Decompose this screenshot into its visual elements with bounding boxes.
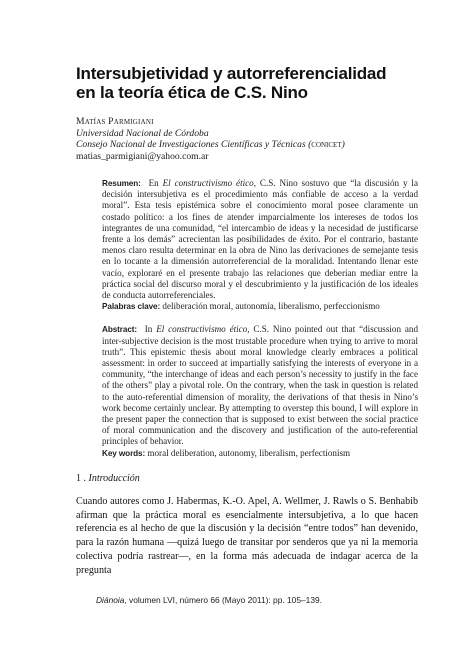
author-block [76,116,418,162]
affiliation-2-prefix: Consejo Nacional de Investigaciones Científicas y Técnicas ( [76,139,312,150]
abstract-intro: In [144,324,157,335]
footer-journal: Diánoia [96,595,125,605]
section-title: Introducción [88,472,140,484]
article-title [76,64,418,102]
page-footer [96,595,322,605]
resumen-intro: En [148,178,163,188]
resumen-keywords [102,301,418,312]
title-line-1: Intersubjetividad y autorreferencialidad [76,64,387,83]
palabras-clave-text: deliberación moral, autonomía, liberalismo, perfeccionismo [162,301,380,312]
resumen-label: Resumen: [102,179,141,188]
abstract-keywords [102,448,418,459]
abstract-paragraph [102,324,418,447]
section-heading [76,473,418,485]
resumen-block [102,178,418,459]
resumen-text: , C.S. Nino sostuvo que “la discusión y la decisión intersubjetiva es el procedimiento más confiable de acceso a la verdad moral”. Esta tesis epistémica sobre el conocimiento moral posee claramente un costado político: a los fines de atender imparcialmente los intereses de todos los integrantes de una comunidad, “el intercambio de ideas y la necesidad de justificarse frente a los demás” acrecientan las posibilidades de éxito. Por el contrario, bastante menos claro resulta determinar en la obra de Nino las derivaciones de semejante tesis en lo tocante a la dimensión autorreferencial de la moralidad. Intentando llenar este vacío, exploraré en el presente trabajo las relaciones que deberían mediar entre la práctica social del discurso moral y el descubrimiento y la justificación de los ideales de conducta autorreferenciales. [102,178,418,301]
key-words-label: Key words: [102,448,146,458]
body-paragraph: Cuando autores como J. Habermas, K.-O. Apel, A. Wellmer, J. Rawls o S. Benhabib afirman que la práctica moral es esencialmente intersubjetiva, a lo que hacen referencia es al hecho de que la discusión y la decisión “entre todos” han devenido, para la razón humana —quizá luego de transitar por senderos que ya ni la memoria colectiva podría rastrear—, en la forma más adecuada de indagar acerca de la pregunta [76,495,418,576]
author-email: matias_parmigiani@yahoo.com.ar [76,150,209,162]
author-name: Matías Parmigiani [76,116,154,127]
resumen-paragraph [102,178,418,301]
article-page [76,64,418,588]
resumen-book-title: El constructivismo ético [162,178,254,188]
section-number: 1 . [76,472,86,484]
title-line-2: en la teoría ética de C.S. Nino [76,83,308,102]
footer-citation: , volumen LVI, número 66 (Mayo 2011): pp. 105–139. [124,595,322,605]
affiliation-2-acronym: conicet [311,139,342,150]
abstract-text: , C.S. Nino pointed out that “discussion and inter-subjective decision is the most trustable procedure when trying to arrive to moral truth”. This epistemic thesis about moral knowledge clearly embraces a political assessment: in order to succeed at impartially satisfying the interests of everyone in a community, “the interchange of ideas and each person’s necessity to justify in the face of the others” play a pivotal role. On the contrary, when the task in question is related to the auto-referential dimension of morality, the derivations of that thesis in Nino’s work become certainly unclear. By attempting to overstep this bound, I will explore in the present paper the connection that is supposed to exist between the social practice of moral communication and the discovery and justification of the auto-referential principles of behavior. [102,324,418,447]
palabras-clave-label: Palabras clave: [102,302,161,312]
author-affiliation-1: Universidad Nacional de Córdoba [76,127,209,139]
abstract-label: Abstract: [102,325,138,335]
affiliation-2-suffix: ) [341,139,345,150]
key-words-text: moral deliberation, autonomy, liberalism, perfectionism [147,447,351,458]
abstract-book-title: El constructivismo ético [156,324,248,335]
author-affiliation-2 [76,139,418,151]
